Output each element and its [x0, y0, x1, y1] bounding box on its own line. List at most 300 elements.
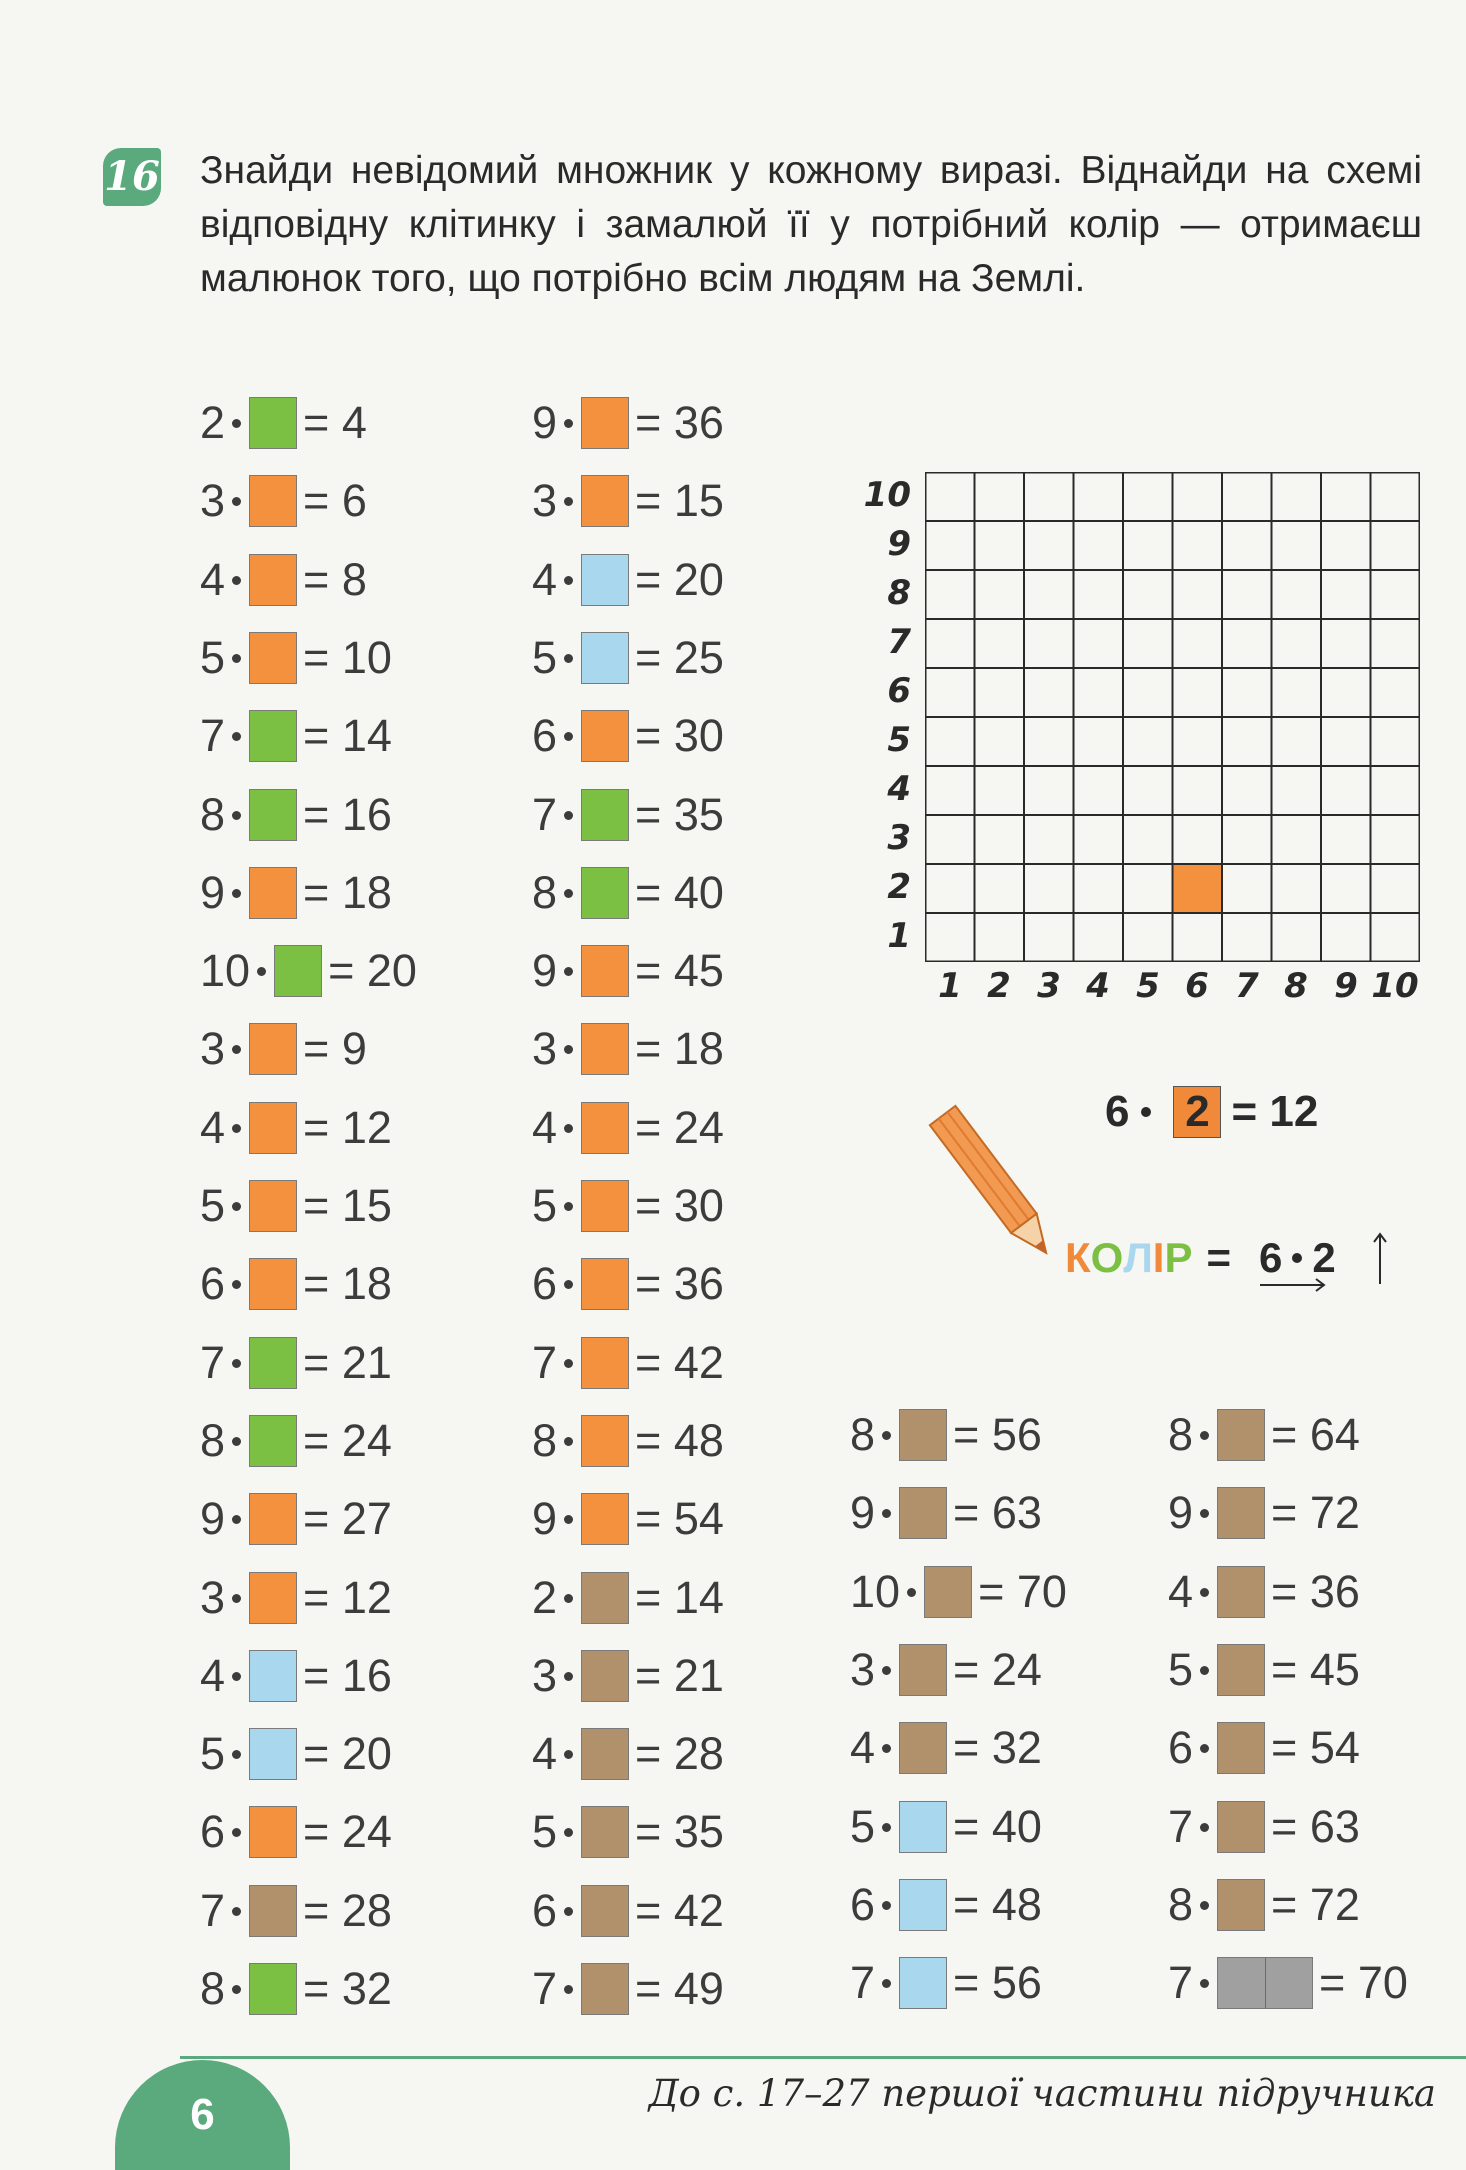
factor: 9	[532, 397, 558, 448]
equation	[532, 1491, 724, 1547]
equation	[850, 1799, 1042, 1855]
unknown-factor-box[interactable]	[581, 1180, 629, 1232]
unknown-factor-box[interactable]	[249, 554, 297, 606]
product: = 18	[303, 1258, 392, 1309]
product: = 28	[303, 1885, 392, 1936]
factor: 7	[200, 1885, 226, 1936]
multiply-dot	[232, 1750, 241, 1759]
unknown-factor-box[interactable]	[1217, 1487, 1265, 1539]
factor: 8	[200, 1415, 226, 1466]
factor: 3	[200, 475, 226, 526]
multiply-dot	[564, 1359, 573, 1368]
unknown-factor-box[interactable]	[899, 1487, 947, 1539]
factor: 7	[200, 1337, 226, 1388]
product: = 36	[1271, 1566, 1360, 1617]
multiply-dot	[1200, 1901, 1209, 1910]
multiply-dot	[564, 576, 573, 585]
grid-y-label: 9	[887, 524, 911, 564]
product: = 9	[303, 1023, 367, 1074]
product: = 25	[635, 632, 724, 683]
unknown-factor-box[interactable]	[1217, 1722, 1265, 1774]
factor: 8	[200, 1963, 226, 2014]
equation	[200, 1648, 392, 1704]
multiply-dot	[232, 1202, 241, 1211]
equation	[532, 1100, 724, 1156]
factor: 8	[850, 1409, 876, 1460]
factor: 3	[200, 1023, 226, 1074]
product: = 72	[1271, 1487, 1360, 1538]
unknown-factor-box[interactable]	[249, 1963, 297, 2015]
factor: 9	[200, 1493, 226, 1544]
multiply-dot	[882, 1509, 891, 1518]
factor: 4	[1168, 1566, 1194, 1617]
multiply-dot	[232, 1124, 241, 1133]
colour-rule-y: 2	[1312, 1234, 1336, 1281]
unknown-factor-box[interactable]	[249, 789, 297, 841]
example-result: = 12	[1231, 1087, 1319, 1136]
unknown-factor-box[interactable]	[899, 1801, 947, 1853]
unknown-factor-box[interactable]	[581, 1728, 629, 1780]
multiply-dot	[564, 1202, 573, 1211]
product: = 14	[303, 710, 392, 761]
unknown-factor-box[interactable]	[249, 1650, 297, 1702]
unknown-factor-box[interactable]	[249, 1806, 297, 1858]
factor: 4	[850, 1722, 876, 1773]
equation	[200, 1804, 392, 1860]
factor: 10	[850, 1566, 901, 1617]
equation	[532, 1570, 724, 1626]
multiply-dot	[232, 1672, 241, 1681]
grid-x-label: 5	[1136, 966, 1160, 1006]
multiply-dot	[564, 1280, 573, 1289]
multiply-dot	[232, 1828, 241, 1837]
multiply-dot	[232, 1359, 241, 1368]
product: = 24	[635, 1102, 724, 1153]
product: = 36	[635, 397, 724, 448]
factor: 3	[850, 1644, 876, 1695]
equation	[532, 708, 724, 764]
unknown-factor-box[interactable]	[581, 945, 629, 997]
colour-letter: Р	[1164, 1234, 1193, 1281]
multiply-dot	[564, 497, 573, 506]
unknown-factor-box[interactable]	[1217, 1879, 1265, 1931]
equation	[1168, 1799, 1360, 1855]
equation	[200, 1883, 392, 1939]
grid-x-label: 1	[938, 966, 962, 1006]
unknown-factor-box[interactable]	[899, 1409, 947, 1461]
product: = 42	[635, 1337, 724, 1388]
unknown-factor-box[interactable]	[899, 1722, 947, 1774]
filled-cell[interactable]	[1173, 864, 1223, 913]
equation	[532, 943, 724, 999]
equation	[532, 787, 724, 843]
equation	[532, 630, 724, 686]
multiply-dot	[232, 1280, 241, 1289]
coordinate-grid	[925, 472, 1420, 962]
equation	[200, 708, 392, 764]
equation	[200, 552, 367, 608]
equation	[200, 1491, 392, 1547]
equation	[200, 1413, 392, 1469]
multiply-dot	[882, 1979, 891, 1988]
factor: 4	[532, 554, 558, 605]
product: = 21	[303, 1337, 392, 1388]
colour-rule-x: 6	[1259, 1234, 1283, 1281]
multiply-dot	[564, 811, 573, 820]
factor: 7	[850, 1957, 876, 2008]
grid-x-label: 8	[1284, 966, 1308, 1006]
product: = 18	[303, 867, 392, 918]
equation	[532, 552, 724, 608]
grid-x-label: 3	[1037, 966, 1061, 1006]
factor: 6	[532, 710, 558, 761]
unknown-factor-box[interactable]	[899, 1644, 947, 1696]
multiply-dot	[1200, 1979, 1209, 1988]
unknown-factor-box[interactable]	[249, 867, 297, 919]
unknown-factor-box[interactable]	[581, 1493, 629, 1545]
unknown-factor-box[interactable]	[581, 1337, 629, 1389]
multiply-dot	[232, 889, 241, 898]
equation	[200, 943, 417, 999]
multiply-dot	[564, 889, 573, 898]
equation	[850, 1407, 1042, 1463]
equation	[200, 787, 392, 843]
equation	[200, 473, 367, 529]
product: = 24	[953, 1644, 1042, 1695]
grid-x-label: 9	[1334, 966, 1358, 1006]
unknown-factor-box[interactable]	[249, 1572, 297, 1624]
unknown-factor-box[interactable]	[581, 1650, 629, 1702]
multiply-dot	[1200, 1509, 1209, 1518]
product: = 32	[303, 1963, 392, 2014]
multiply-dot	[882, 1823, 891, 1832]
unknown-factor-box[interactable]	[249, 1337, 297, 1389]
multiply-dot	[232, 811, 241, 820]
factor: 7	[532, 1963, 558, 2014]
product: = 42	[635, 1885, 724, 1936]
factor: 6	[532, 1258, 558, 1309]
multiply-dot	[882, 1744, 891, 1753]
factor: 4	[200, 1102, 226, 1153]
factor: 7	[532, 1337, 558, 1388]
multiply-dot	[1200, 1431, 1209, 1440]
factor: 9	[850, 1487, 876, 1538]
grid-x-label: 2	[987, 966, 1011, 1006]
product: = 64	[1271, 1409, 1360, 1460]
product: = 18	[635, 1023, 724, 1074]
equation	[532, 1648, 724, 1704]
factor: 9	[1168, 1487, 1194, 1538]
factor: 7	[200, 710, 226, 761]
factor: 5	[200, 1180, 226, 1231]
factor: 6	[532, 1885, 558, 1936]
equation	[532, 1804, 724, 1860]
equation	[1168, 1720, 1360, 1776]
factor: 5	[200, 1728, 226, 1779]
equation	[850, 1564, 1067, 1620]
unknown-factor-box[interactable]	[1217, 1409, 1265, 1461]
product: = 24	[303, 1806, 392, 1857]
equation	[200, 1570, 392, 1626]
grid-y-label: 10	[863, 475, 911, 515]
product: = 12	[303, 1102, 392, 1153]
factor: 2	[200, 397, 226, 448]
unknown-factor-box[interactable]	[581, 475, 629, 527]
factor: 7	[1168, 1801, 1194, 1852]
product: = 35	[635, 789, 724, 840]
product: = 70	[1319, 1957, 1408, 2008]
equation	[200, 1726, 392, 1782]
product: = 40	[953, 1801, 1042, 1852]
product: = 24	[303, 1415, 392, 1466]
unknown-factor-box[interactable]	[1217, 1566, 1265, 1618]
product: = 45	[635, 945, 724, 996]
unknown-factor-box[interactable]	[581, 1572, 629, 1624]
factor: 3	[532, 1023, 558, 1074]
equation	[532, 865, 724, 921]
product: = 72	[1271, 1879, 1360, 1930]
grid-x-label: 6	[1185, 966, 1209, 1006]
multiply-dot	[232, 1515, 241, 1524]
factor: 9	[532, 945, 558, 996]
footer-divider	[180, 2056, 1466, 2059]
unknown-factor-box[interactable]	[249, 475, 297, 527]
unknown-factor-box[interactable]	[249, 1493, 297, 1545]
factor: 9	[532, 1493, 558, 1544]
grid-y-label: 4	[887, 769, 911, 809]
grid-svg	[925, 472, 1420, 962]
task-number-badge: 16	[103, 148, 161, 206]
equation	[850, 1485, 1042, 1541]
example-factor: 6	[1105, 1087, 1130, 1136]
factor: 4	[200, 1650, 226, 1701]
factor: 8	[532, 867, 558, 918]
multiply-dot	[1200, 1588, 1209, 1597]
grid-x-label: 10	[1371, 966, 1419, 1006]
unknown-factor-box[interactable]	[249, 632, 297, 684]
multiply-dot	[564, 732, 573, 741]
unknown-factor-box[interactable]	[249, 1180, 297, 1232]
product: = 63	[1271, 1801, 1360, 1852]
equation	[850, 1877, 1042, 1933]
product: = 8	[303, 554, 367, 605]
grid-y-label: 6	[887, 671, 911, 711]
factor: 9	[200, 867, 226, 918]
factor: 5	[532, 1180, 558, 1231]
factor: 4	[532, 1102, 558, 1153]
factor: 4	[532, 1728, 558, 1779]
product: = 16	[303, 1650, 392, 1701]
equation	[532, 1726, 724, 1782]
unknown-factor-box[interactable]	[1217, 1644, 1265, 1696]
unknown-factor-box[interactable]	[581, 632, 629, 684]
factor: 3	[532, 475, 558, 526]
product: = 40	[635, 867, 724, 918]
product: = 35	[635, 1806, 724, 1857]
equation	[850, 1642, 1042, 1698]
product: = 45	[1271, 1644, 1360, 1695]
grid-y-label: 8	[887, 573, 911, 613]
product: = 20	[328, 945, 417, 996]
multiply-dot	[232, 654, 241, 663]
multiply-dot	[564, 1437, 573, 1446]
factor: 8	[532, 1415, 558, 1466]
product: = 54	[1271, 1722, 1360, 1773]
product: = 10	[303, 632, 392, 683]
equation	[532, 395, 724, 451]
grid-x-label: 4	[1086, 966, 1110, 1006]
unknown-factor-box[interactable]	[249, 1415, 297, 1467]
grid-y-label: 2	[887, 867, 911, 907]
multiply-dot	[232, 497, 241, 506]
multiply-dot	[564, 1124, 573, 1133]
multiply-dot	[564, 1594, 573, 1603]
unknown-factor-box[interactable]	[581, 554, 629, 606]
unknown-factor-box[interactable]	[581, 1806, 629, 1858]
equation	[1168, 1564, 1360, 1620]
axis-arrows-icon	[1258, 1230, 1388, 1300]
factor: 5	[850, 1801, 876, 1852]
unknown-factor-box[interactable]	[249, 1885, 297, 1937]
factor: 2	[532, 1572, 558, 1623]
footer-reference: До с. 17–27 першої частини підручника	[648, 2072, 1436, 2115]
unknown-factor-box[interactable]	[581, 1963, 629, 2015]
equation	[532, 1021, 724, 1077]
equation	[200, 865, 392, 921]
multiply-dot	[882, 1666, 891, 1675]
product: = 15	[303, 1180, 392, 1231]
equation	[200, 630, 392, 686]
multiply-dot	[232, 1594, 241, 1603]
product: = 54	[635, 1493, 724, 1544]
factor: 5	[200, 632, 226, 683]
product: = 48	[953, 1879, 1042, 1930]
multiply-dot	[1200, 1666, 1209, 1675]
product: = 70	[978, 1566, 1067, 1617]
task-instruction: Знайди невідомий множник у кожному виразі. Віднайди на схемі відповідну клітинку і замалюй її у потрібний колір — отримаєш малюнок того, що потрібно всім людям на Землі.	[200, 149, 1422, 300]
multiply-dot	[564, 1907, 573, 1916]
unknown-factor-box[interactable]	[1217, 1801, 1265, 1853]
equation	[200, 1335, 392, 1391]
unknown-factor-box[interactable]	[899, 1957, 947, 2009]
factor: 6	[200, 1806, 226, 1857]
grid-y-label: 5	[887, 720, 911, 760]
equation	[850, 1720, 1042, 1776]
product: = 56	[953, 1957, 1042, 2008]
product: = 20	[635, 554, 724, 605]
multiply-dot	[564, 1672, 573, 1681]
factor: 8	[200, 789, 226, 840]
equation	[1168, 1485, 1360, 1541]
page-number: 6	[115, 2060, 290, 2170]
factor: 7	[1168, 1957, 1194, 2008]
equation	[532, 1335, 724, 1391]
equation	[200, 1100, 392, 1156]
unknown-factor-box[interactable]	[581, 1102, 629, 1154]
product: = 48	[635, 1415, 724, 1466]
multiply-dot	[232, 1045, 241, 1054]
unknown-factor-box[interactable]	[581, 1258, 629, 1310]
multiply-dot	[257, 967, 266, 976]
multiply-dot	[564, 654, 573, 663]
colour-letter: І	[1152, 1234, 1165, 1281]
equation	[532, 1256, 724, 1312]
grid-y-label: 3	[887, 818, 911, 858]
unknown-factor-box[interactable]	[581, 397, 629, 449]
unknown-factor-box[interactable]	[924, 1566, 972, 1618]
pencil-icon	[925, 1095, 1075, 1275]
equation	[1168, 1642, 1360, 1698]
multiply-dot	[564, 1828, 573, 1837]
unknown-factor-box[interactable]	[249, 397, 297, 449]
multiply-dot	[564, 1045, 573, 1054]
unknown-factor-box[interactable]	[581, 789, 629, 841]
colour-letter: К	[1065, 1234, 1091, 1281]
unknown-factor-box[interactable]	[581, 710, 629, 762]
equation	[532, 473, 724, 529]
unknown-factor-box[interactable]	[249, 1258, 297, 1310]
unknown-factor-box[interactable]	[274, 945, 322, 997]
multiply-dot	[564, 1515, 573, 1524]
unknown-factor-box[interactable]	[249, 710, 297, 762]
product: = 36	[635, 1258, 724, 1309]
product: = 20	[303, 1728, 392, 1779]
equation	[532, 1178, 724, 1234]
unknown-factor-box[interactable]	[899, 1879, 947, 1931]
equation	[532, 1961, 724, 2017]
multiply-dot	[232, 1907, 241, 1916]
example-answer-box: 2	[1173, 1086, 1221, 1138]
equation	[1168, 1955, 1408, 2011]
unknown-factor-box[interactable]	[581, 867, 629, 919]
product: = 4	[303, 397, 367, 448]
product: = 6	[303, 475, 367, 526]
product: = 27	[303, 1493, 392, 1544]
product: = 21	[635, 1650, 724, 1701]
product: = 16	[303, 789, 392, 840]
factor: 10	[200, 945, 251, 996]
unknown-factor-box[interactable]	[249, 1102, 297, 1154]
unknown-factor-box[interactable]	[581, 1023, 629, 1075]
factor: 4	[200, 554, 226, 605]
unknown-factor-box[interactable]	[1217, 1957, 1313, 2009]
product: = 30	[635, 1180, 724, 1231]
factor: 5	[532, 1806, 558, 1857]
product: = 63	[953, 1487, 1042, 1538]
product: = 28	[635, 1728, 724, 1779]
multiply-dot	[1200, 1823, 1209, 1832]
product: = 32	[953, 1722, 1042, 1773]
factor: 3	[200, 1572, 226, 1623]
equation	[200, 395, 367, 451]
equation	[200, 1178, 392, 1234]
equation	[532, 1883, 724, 1939]
unknown-factor-box[interactable]	[581, 1415, 629, 1467]
unknown-factor-box[interactable]	[249, 1023, 297, 1075]
factor: 3	[532, 1650, 558, 1701]
multiply-dot	[564, 967, 573, 976]
factor: 7	[532, 789, 558, 840]
equation	[200, 1021, 367, 1077]
multiply-dot	[232, 732, 241, 741]
unknown-factor-box[interactable]	[249, 1728, 297, 1780]
product: = 15	[635, 475, 724, 526]
multiply-dot	[882, 1431, 891, 1440]
unknown-factor-box[interactable]	[581, 1885, 629, 1937]
colour-letter: Л	[1123, 1234, 1153, 1281]
factor: 8	[1168, 1409, 1194, 1460]
product: = 56	[953, 1409, 1042, 1460]
